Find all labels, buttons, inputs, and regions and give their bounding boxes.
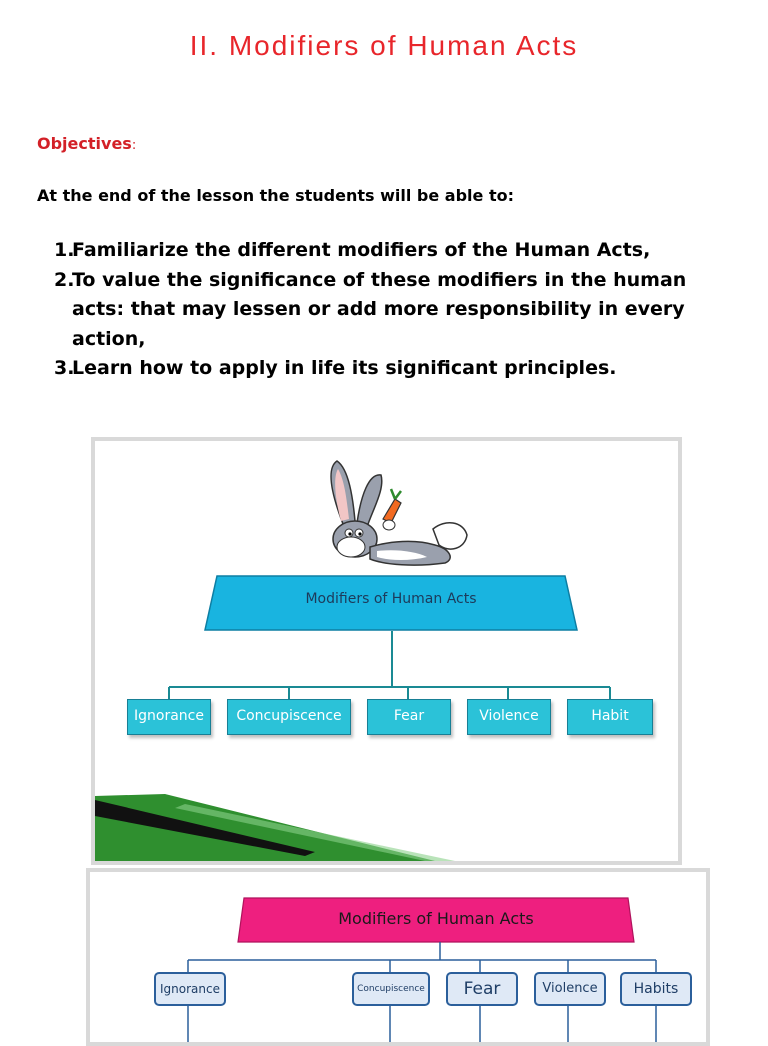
objective-item (54, 236, 694, 266)
objective-text: Learn how to apply in life its significant principles. (72, 357, 617, 379)
objectives-label: Objectives (37, 134, 132, 153)
slide2-modifier-concupiscence: Concupiscence (352, 972, 430, 1006)
slide1-modifier-fear: Fear (367, 699, 451, 735)
objective-text: To value the significance of these modifiers in the human acts: that may lessen or add more responsibility in every action, (72, 268, 687, 350)
slide-image-1 (91, 437, 682, 865)
page-title: II. Modifiers of Human Acts (189, 30, 579, 61)
objective-item (54, 354, 694, 384)
objective-number: 3. (54, 357, 75, 379)
objectives-colon: : (131, 138, 137, 153)
slide1-modifier-concupiscence: Concupiscence (227, 699, 351, 735)
objective-text: Familiarize the different modifiers of the Human Acts, (72, 239, 651, 261)
slide-image-2 (86, 868, 710, 1046)
objective-item (54, 266, 694, 355)
slide1-decorative-swoosh (95, 786, 678, 861)
slide1-connector-lines (95, 631, 678, 701)
objectives-list (54, 236, 694, 384)
objective-number: 1. (54, 239, 75, 261)
objective-number: 2. (54, 268, 75, 291)
cartoon-rabbit-icon (315, 459, 475, 571)
slide2-modifier-ignorance: Ignorance (154, 972, 226, 1006)
slide2-banner-title: Modifiers of Human Acts (338, 909, 534, 928)
slide2-modifier-habits: Habits (620, 972, 692, 1006)
slide2-connector-lines (90, 872, 706, 1042)
intro-text: At the end of the lesson the students will be able to: (37, 186, 514, 205)
slide1-banner-title: Modifiers of Human Acts (305, 591, 477, 607)
slide1-modifier-ignorance: Ignorance (127, 699, 211, 735)
objectives-heading (37, 134, 136, 153)
slide1-modifier-violence: Violence (467, 699, 551, 735)
slide2-modifier-fear: Fear (446, 972, 518, 1006)
slide1-modifier-habit: Habit (567, 699, 653, 735)
slide2-modifier-violence: Violence (534, 972, 606, 1006)
